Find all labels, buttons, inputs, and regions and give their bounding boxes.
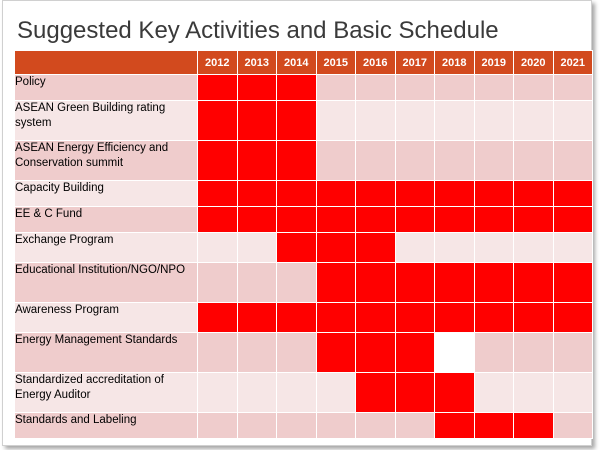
schedule-cell-active (435, 181, 475, 207)
schedule-cell (356, 413, 396, 439)
header-row (15, 51, 593, 75)
schedule-cell-active (316, 333, 356, 373)
schedule-cell-active (395, 207, 435, 233)
schedule-cell (514, 373, 554, 413)
schedule-cell-active (553, 207, 593, 233)
table-row (15, 75, 593, 101)
schedule-cell-active (316, 181, 356, 207)
schedule-cell (553, 75, 593, 101)
schedule-cell-active (435, 263, 475, 303)
schedule-cell (316, 413, 356, 439)
schedule-cell-active (474, 263, 514, 303)
activity-label: Standards and Labeling (15, 413, 198, 439)
schedule-cell-active (553, 263, 593, 303)
year-header: 2017 (395, 51, 435, 75)
schedule-cell (514, 233, 554, 263)
table-row (15, 101, 593, 141)
schedule-cell (198, 333, 238, 373)
schedule-cell-active (356, 181, 396, 207)
schedule-cell (435, 75, 475, 101)
schedule-cell (356, 141, 396, 181)
schedule-cell-active (474, 303, 514, 333)
table-row (15, 413, 593, 439)
schedule-cell (553, 233, 593, 263)
schedule-cell (514, 141, 554, 181)
schedule-cell-active (237, 141, 277, 181)
schedule-cell (474, 373, 514, 413)
table-body (15, 75, 593, 439)
schedule-cell-active (395, 303, 435, 333)
schedule-cell (474, 333, 514, 373)
schedule-cell (435, 141, 475, 181)
year-header: 2019 (474, 51, 514, 75)
year-header: 2013 (237, 51, 277, 75)
schedule-cell-active (553, 303, 593, 333)
table-row (15, 333, 593, 373)
schedule-cell (435, 233, 475, 263)
year-header: 2015 (316, 51, 356, 75)
schedule-cell (514, 101, 554, 141)
table-row (15, 207, 593, 233)
schedule-cell-active (356, 263, 396, 303)
schedule-cell-active (198, 181, 238, 207)
year-header: 2021 (553, 51, 593, 75)
schedule-cell (395, 233, 435, 263)
schedule-cell-active (277, 303, 317, 333)
schedule-cell (553, 141, 593, 181)
schedule-cell (277, 413, 317, 439)
schedule-cell-active (277, 75, 317, 101)
schedule-cell-active (514, 181, 554, 207)
schedule-cell (395, 101, 435, 141)
year-header: 2012 (198, 51, 238, 75)
schedule-cell-active (198, 75, 238, 101)
slide (2, 0, 592, 446)
schedule-cell (316, 75, 356, 101)
schedule-cell-active (198, 101, 238, 141)
schedule-cell (316, 141, 356, 181)
schedule-cell (553, 101, 593, 141)
activity-label: EE & C Fund (15, 207, 198, 233)
schedule-cell (435, 333, 475, 373)
table-row (15, 373, 593, 413)
activity-label: Energy Management Standards (15, 333, 198, 373)
schedule-cell (277, 373, 317, 413)
activity-label: Capacity Building (15, 181, 198, 207)
slide-title: Suggested Key Activities and Basic Schedule (17, 17, 499, 44)
schedule-cell-active (277, 101, 317, 141)
schedule-cell-active (198, 303, 238, 333)
schedule-cell (237, 413, 277, 439)
activity-label: Exchange Program (15, 233, 198, 263)
schedule-cell (198, 413, 238, 439)
table-row (15, 233, 593, 263)
schedule-cell (435, 101, 475, 141)
schedule-cell-active (435, 373, 475, 413)
schedule-cell (553, 373, 593, 413)
schedule-cell-active (514, 303, 554, 333)
schedule-cell-active (237, 101, 277, 141)
schedule-cell-active (395, 263, 435, 303)
table-row (15, 141, 593, 181)
year-header: 2014 (277, 51, 317, 75)
schedule-cell (237, 233, 277, 263)
activity-label: Awareness Program (15, 303, 198, 333)
schedule-cell-active (316, 263, 356, 303)
schedule-cell (277, 263, 317, 303)
schedule-cell-active (237, 303, 277, 333)
schedule-cell-active (277, 181, 317, 207)
schedule-cell-active (435, 413, 475, 439)
schedule-cell (237, 263, 277, 303)
table-row (15, 181, 593, 207)
schedule-cell (474, 75, 514, 101)
schedule-cell (553, 333, 593, 373)
schedule-cell-active (474, 181, 514, 207)
schedule-cell (316, 373, 356, 413)
schedule-cell-active (356, 207, 396, 233)
schedule-cell-active (356, 373, 396, 413)
activity-label: Policy (15, 75, 198, 101)
schedule-cell-active (237, 181, 277, 207)
activity-label: ASEAN Green Building rating system (15, 101, 198, 141)
schedule-cell-active (277, 207, 317, 233)
schedule-cell-active (395, 373, 435, 413)
schedule-cell (277, 333, 317, 373)
schedule-cell (198, 373, 238, 413)
schedule-cell-active (277, 233, 317, 263)
header-corner (15, 51, 198, 75)
schedule-cell (356, 75, 396, 101)
schedule-cell-active (277, 141, 317, 181)
activity-label: Educational Institution/NGO/NPO (15, 263, 198, 303)
schedule-cell-active (435, 303, 475, 333)
schedule-cell-active (395, 333, 435, 373)
schedule-cell-active (316, 303, 356, 333)
year-header: 2020 (514, 51, 554, 75)
schedule-table (14, 50, 593, 439)
schedule-cell-active (316, 207, 356, 233)
table-row (15, 303, 593, 333)
schedule-cell (395, 75, 435, 101)
schedule-cell (237, 333, 277, 373)
schedule-cell-active (435, 207, 475, 233)
schedule-cell-active (237, 207, 277, 233)
activity-label: Standardized accreditation of Energy Auditor (15, 373, 198, 413)
schedule-cell (514, 75, 554, 101)
schedule-cell-active (514, 263, 554, 303)
schedule-cell (198, 263, 238, 303)
schedule-cell-active (316, 233, 356, 263)
schedule-cell-active (198, 141, 238, 181)
schedule-cell-active (514, 207, 554, 233)
schedule-cell (356, 101, 396, 141)
schedule-cell (474, 233, 514, 263)
schedule-cell-active (514, 413, 554, 439)
schedule-cell (395, 413, 435, 439)
schedule-cell (237, 373, 277, 413)
schedule-cell-active (237, 75, 277, 101)
schedule-cell-active (356, 333, 396, 373)
schedule-cell-active (356, 303, 396, 333)
schedule-cell (514, 333, 554, 373)
schedule-cell (198, 233, 238, 263)
year-header: 2018 (435, 51, 475, 75)
schedule-cell-active (474, 413, 514, 439)
schedule-cell (316, 101, 356, 141)
schedule-cell (474, 101, 514, 141)
schedule-cell-active (553, 181, 593, 207)
schedule-cell (474, 141, 514, 181)
table-row (15, 263, 593, 303)
activity-label: ASEAN Energy Efficiency and Conservation summit (15, 141, 198, 181)
schedule-cell-active (356, 233, 396, 263)
schedule-cell (553, 413, 593, 439)
schedule-cell-active (198, 207, 238, 233)
schedule-cell-active (474, 207, 514, 233)
schedule-cell (395, 141, 435, 181)
year-header: 2016 (356, 51, 396, 75)
schedule-cell-active (395, 181, 435, 207)
